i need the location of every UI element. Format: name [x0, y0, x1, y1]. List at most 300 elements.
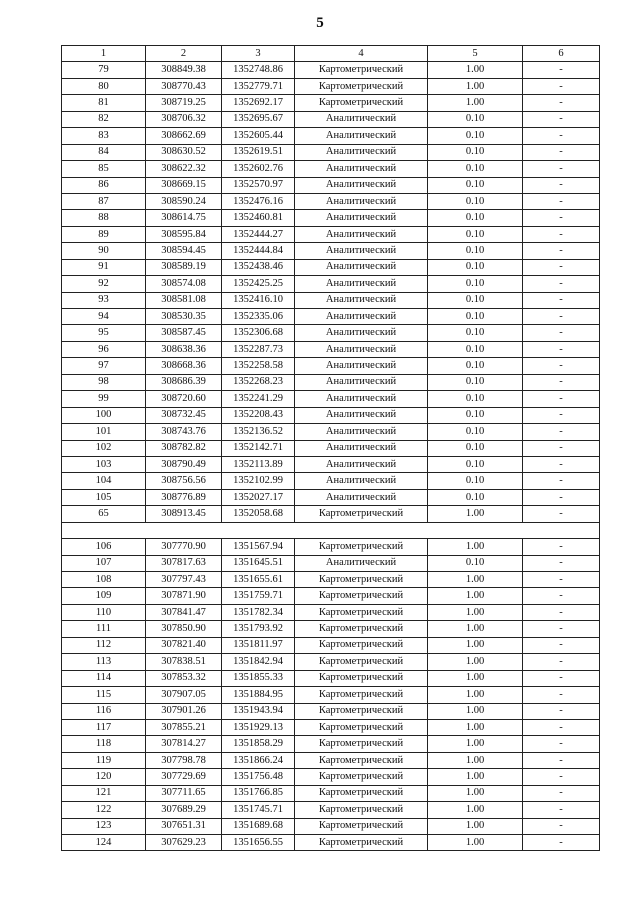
table-cell: Аналитический: [295, 341, 428, 357]
table-row: [62, 210, 600, 226]
table-cell: 1351567.94: [222, 539, 295, 555]
table-cell: 1.00: [428, 687, 523, 703]
table-row: [62, 276, 600, 292]
table-cell: -: [523, 325, 600, 341]
coordinates-table: [61, 45, 600, 851]
table-cell: 96: [62, 341, 146, 357]
table-cell: -: [523, 424, 600, 440]
table-cell: Картометрический: [295, 95, 428, 111]
table-cell: -: [523, 128, 600, 144]
table-cell: 121: [62, 785, 146, 801]
table-cell: 0.10: [428, 243, 523, 259]
table-cell: 118: [62, 736, 146, 752]
table-row: [62, 78, 600, 94]
table-cell: -: [523, 489, 600, 505]
table-cell: 103: [62, 456, 146, 472]
table-cell: Аналитический: [295, 374, 428, 390]
table-cell: Аналитический: [295, 161, 428, 177]
table-cell: 1351884.95: [222, 687, 295, 703]
table-cell: Аналитический: [295, 226, 428, 242]
table-cell: 1352619.51: [222, 144, 295, 160]
table-cell: 0.10: [428, 128, 523, 144]
table-cell: 307629.23: [146, 835, 222, 851]
table-row: [62, 572, 600, 588]
table-row: [62, 802, 600, 818]
table-cell: 1352027.17: [222, 489, 295, 505]
table-cell: Картометрический: [295, 835, 428, 851]
table-cell: 308589.19: [146, 259, 222, 275]
table-cell: 1.00: [428, 703, 523, 719]
table-cell: 119: [62, 752, 146, 768]
table-cell: 101: [62, 424, 146, 440]
table-cell: 307821.40: [146, 637, 222, 653]
section-separator-row: [62, 522, 600, 538]
table-cell: 308587.45: [146, 325, 222, 341]
table-cell: 1.00: [428, 588, 523, 604]
table-cell: 0.10: [428, 292, 523, 308]
table-cell: -: [523, 292, 600, 308]
table-cell: Аналитический: [295, 193, 428, 209]
table-cell: 1.00: [428, 719, 523, 735]
table-cell: 82: [62, 111, 146, 127]
table-cell: 1.00: [428, 78, 523, 94]
table-cell: Картометрический: [295, 62, 428, 78]
table-cell: 0.10: [428, 325, 523, 341]
table-cell: Аналитический: [295, 210, 428, 226]
table-cell: 109: [62, 588, 146, 604]
table-cell: -: [523, 391, 600, 407]
table-cell: -: [523, 835, 600, 851]
table-cell: -: [523, 144, 600, 160]
table-cell: 0.10: [428, 374, 523, 390]
table-cell: -: [523, 539, 600, 555]
table-cell: 1352208.43: [222, 407, 295, 423]
table-cell: 1351782.34: [222, 604, 295, 620]
table-cell: 92: [62, 276, 146, 292]
table-cell: 105: [62, 489, 146, 505]
table-cell: 0.10: [428, 424, 523, 440]
table-cell: -: [523, 456, 600, 472]
table-row: [62, 539, 600, 555]
table-cell: -: [523, 555, 600, 571]
table-cell: Картометрический: [295, 703, 428, 719]
column-header: 1: [62, 46, 146, 62]
column-header: 6: [523, 46, 600, 62]
table-cell: 1.00: [428, 572, 523, 588]
table-cell: -: [523, 243, 600, 259]
table-cell: 307907.05: [146, 687, 222, 703]
table-cell: 89: [62, 226, 146, 242]
table-row: [62, 785, 600, 801]
table-cell: 0.10: [428, 456, 523, 472]
table-cell: Аналитический: [295, 243, 428, 259]
table-cell: Аналитический: [295, 473, 428, 489]
table-cell: 0.10: [428, 391, 523, 407]
table-cell: 308594.45: [146, 243, 222, 259]
table-cell: 308622.32: [146, 161, 222, 177]
table-cell: 1352602.76: [222, 161, 295, 177]
table-cell: Аналитический: [295, 144, 428, 160]
table-cell: 308530.35: [146, 309, 222, 325]
table-row: [62, 358, 600, 374]
table-cell: Аналитический: [295, 424, 428, 440]
table-cell: 0.10: [428, 358, 523, 374]
table-cell: -: [523, 785, 600, 801]
table-row: [62, 752, 600, 768]
table-cell: 1351842.94: [222, 654, 295, 670]
table-cell: 308614.75: [146, 210, 222, 226]
table-cell: 93: [62, 292, 146, 308]
table-cell: 98: [62, 374, 146, 390]
table-cell: 307797.43: [146, 572, 222, 588]
table-cell: -: [523, 769, 600, 785]
table-cell: 0.10: [428, 276, 523, 292]
table-cell: Картометрический: [295, 736, 428, 752]
table-cell: 308668.36: [146, 358, 222, 374]
table-cell: 1352268.23: [222, 374, 295, 390]
table-cell: 308630.52: [146, 144, 222, 160]
table-cell: -: [523, 210, 600, 226]
table-cell: Аналитический: [295, 456, 428, 472]
table-cell: Картометрический: [295, 802, 428, 818]
table-cell: 88: [62, 210, 146, 226]
table-cell: 308669.15: [146, 177, 222, 193]
table-cell: 307850.90: [146, 621, 222, 637]
table-cell: 1352460.81: [222, 210, 295, 226]
table-cell: 307855.21: [146, 719, 222, 735]
table-cell: -: [523, 818, 600, 834]
table-row: [62, 489, 600, 505]
table-cell: 1352416.10: [222, 292, 295, 308]
table-cell: Картометрический: [295, 785, 428, 801]
table-cell: -: [523, 177, 600, 193]
table-cell: Картометрический: [295, 769, 428, 785]
table-row: [62, 456, 600, 472]
table-cell: 308849.38: [146, 62, 222, 78]
table-cell: 307729.69: [146, 769, 222, 785]
table-cell: 1351766.85: [222, 785, 295, 801]
table-row: [62, 128, 600, 144]
table-cell: -: [523, 637, 600, 653]
table-cell: 1351793.92: [222, 621, 295, 637]
table-cell: 91: [62, 259, 146, 275]
table-cell: 307901.26: [146, 703, 222, 719]
table-row: [62, 769, 600, 785]
table-row: [62, 670, 600, 686]
table-cell: 1351756.48: [222, 769, 295, 785]
table-cell: 1352113.89: [222, 456, 295, 472]
table-cell: 308782.82: [146, 440, 222, 456]
table-cell: 308913.45: [146, 506, 222, 522]
column-header: 3: [222, 46, 295, 62]
table-cell: 111: [62, 621, 146, 637]
table-cell: 1352444.27: [222, 226, 295, 242]
table-row: [62, 736, 600, 752]
table-row: [62, 309, 600, 325]
table-row: [62, 424, 600, 440]
table-cell: Аналитический: [295, 555, 428, 571]
table-cell: 1352605.44: [222, 128, 295, 144]
table-row: [62, 621, 600, 637]
table-cell: 1351811.97: [222, 637, 295, 653]
table-cell: 107: [62, 555, 146, 571]
table-cell: Аналитический: [295, 128, 428, 144]
table-cell: -: [523, 226, 600, 242]
table-row: [62, 555, 600, 571]
table-cell: 1.00: [428, 802, 523, 818]
table-cell: -: [523, 193, 600, 209]
table-cell: 94: [62, 309, 146, 325]
table-cell: Аналитический: [295, 292, 428, 308]
table-cell: -: [523, 276, 600, 292]
table-cell: 0.10: [428, 193, 523, 209]
table-cell: 1.00: [428, 670, 523, 686]
table-cell: 307711.65: [146, 785, 222, 801]
table-row: [62, 687, 600, 703]
table-cell: 100: [62, 407, 146, 423]
table-cell: 1352444.84: [222, 243, 295, 259]
table-cell: 307841.47: [146, 604, 222, 620]
table-cell: Картометрический: [295, 539, 428, 555]
table-row: [62, 193, 600, 209]
table-cell: 114: [62, 670, 146, 686]
table-cell: 308574.08: [146, 276, 222, 292]
table-row: [62, 62, 600, 78]
table-cell: 0.10: [428, 144, 523, 160]
table-cell: 308732.45: [146, 407, 222, 423]
table-cell: -: [523, 473, 600, 489]
table-cell: 83: [62, 128, 146, 144]
table-cell: 1.00: [428, 62, 523, 78]
table-row: [62, 473, 600, 489]
table-cell: 0.10: [428, 177, 523, 193]
table-cell: 0.10: [428, 259, 523, 275]
table-cell: -: [523, 62, 600, 78]
table-cell: 1352335.06: [222, 309, 295, 325]
table-cell: 0.10: [428, 210, 523, 226]
table-row: [62, 111, 600, 127]
table-cell: 308706.32: [146, 111, 222, 127]
table-cell: 108: [62, 572, 146, 588]
table-row: [62, 341, 600, 357]
table-row: [62, 226, 600, 242]
table-cell: 308770.43: [146, 78, 222, 94]
table-cell: Картометрический: [295, 572, 428, 588]
table-cell: -: [523, 78, 600, 94]
table-cell: 1.00: [428, 752, 523, 768]
table-cell: 0.10: [428, 226, 523, 242]
table-cell: 308638.36: [146, 341, 222, 357]
table-row: [62, 440, 600, 456]
table-cell: -: [523, 572, 600, 588]
table-cell: 0.10: [428, 111, 523, 127]
table-cell: 122: [62, 802, 146, 818]
table-cell: 0.10: [428, 341, 523, 357]
table-cell: Картометрический: [295, 506, 428, 522]
table-cell: 308756.56: [146, 473, 222, 489]
table-cell: 1.00: [428, 604, 523, 620]
table-cell: 1351855.33: [222, 670, 295, 686]
table-cell: Картометрический: [295, 654, 428, 670]
table-cell: 1352241.29: [222, 391, 295, 407]
table-cell: 1.00: [428, 818, 523, 834]
table-cell: -: [523, 736, 600, 752]
table-cell: 308743.76: [146, 424, 222, 440]
table-cell: 0.10: [428, 555, 523, 571]
table-row: [62, 292, 600, 308]
table-cell: Картометрический: [295, 637, 428, 653]
table-cell: -: [523, 654, 600, 670]
table-cell: Аналитический: [295, 391, 428, 407]
table-cell: 102: [62, 440, 146, 456]
table-cell: 308590.24: [146, 193, 222, 209]
table-cell: -: [523, 309, 600, 325]
table-cell: 308790.49: [146, 456, 222, 472]
table-cell: 1352779.71: [222, 78, 295, 94]
table-cell: -: [523, 440, 600, 456]
column-header: 4: [295, 46, 428, 62]
table-cell: 1351929.13: [222, 719, 295, 735]
table-cell: Аналитический: [295, 489, 428, 505]
table-cell: 79: [62, 62, 146, 78]
table-cell: -: [523, 506, 600, 522]
table-cell: -: [523, 802, 600, 818]
table-cell: 1.00: [428, 506, 523, 522]
table-cell: 1.00: [428, 621, 523, 637]
table-cell: 308719.25: [146, 95, 222, 111]
table-cell: 80: [62, 78, 146, 94]
page-number: 5: [316, 15, 324, 31]
table-cell: 1.00: [428, 769, 523, 785]
table-cell: -: [523, 95, 600, 111]
table-cell: 1351689.68: [222, 818, 295, 834]
table-row: [62, 161, 600, 177]
table-cell: 0.10: [428, 407, 523, 423]
table-cell: Аналитический: [295, 309, 428, 325]
table-cell: 1351745.71: [222, 802, 295, 818]
table-cell: -: [523, 358, 600, 374]
table-cell: Картометрический: [295, 588, 428, 604]
table-row: [62, 719, 600, 735]
table-cell: 1351858.29: [222, 736, 295, 752]
table-cell: 124: [62, 835, 146, 851]
table-cell: Аналитический: [295, 358, 428, 374]
table-cell: 81: [62, 95, 146, 111]
table-cell: 0.10: [428, 161, 523, 177]
table-cell: 308686.39: [146, 374, 222, 390]
table-cell: 308581.08: [146, 292, 222, 308]
table-cell: 307838.51: [146, 654, 222, 670]
table-cell: 1.00: [428, 637, 523, 653]
table-cell: 106: [62, 539, 146, 555]
table-cell: -: [523, 752, 600, 768]
table-cell: 1352287.73: [222, 341, 295, 357]
table-row: [62, 506, 600, 522]
table-cell: Картометрический: [295, 687, 428, 703]
table-cell: 308595.84: [146, 226, 222, 242]
table-cell: 1351866.24: [222, 752, 295, 768]
table-cell: 99: [62, 391, 146, 407]
table-row: [62, 407, 600, 423]
table-cell: 1352570.97: [222, 177, 295, 193]
table-cell: -: [523, 341, 600, 357]
table-cell: 87: [62, 193, 146, 209]
table-cell: 1.00: [428, 654, 523, 670]
table-cell: 85: [62, 161, 146, 177]
table-cell: 116: [62, 703, 146, 719]
table-row: [62, 243, 600, 259]
table-cell: 307871.90: [146, 588, 222, 604]
table-cell: 1352695.67: [222, 111, 295, 127]
table-row: [62, 259, 600, 275]
table-cell: -: [523, 703, 600, 719]
table-cell: 1352748.86: [222, 62, 295, 78]
table-cell: -: [523, 407, 600, 423]
table-cell: -: [523, 687, 600, 703]
table-cell: Аналитический: [295, 111, 428, 127]
table-row: [62, 177, 600, 193]
table-cell: -: [523, 588, 600, 604]
table-body: [62, 62, 600, 851]
table-row: [62, 588, 600, 604]
table-cell: -: [523, 670, 600, 686]
table-row: [62, 325, 600, 341]
table-cell: 1352058.68: [222, 506, 295, 522]
table-cell: 65: [62, 506, 146, 522]
table-cell: Аналитический: [295, 177, 428, 193]
table-cell: Картометрический: [295, 78, 428, 94]
table-cell: Аналитический: [295, 440, 428, 456]
table-row: [62, 637, 600, 653]
table-header-row: [62, 46, 600, 62]
table-cell: 1352136.52: [222, 424, 295, 440]
table-cell: 86: [62, 177, 146, 193]
table-cell: 308776.89: [146, 489, 222, 505]
table-row: [62, 604, 600, 620]
table-cell: 110: [62, 604, 146, 620]
table-cell: 1352425.25: [222, 276, 295, 292]
table-cell: Картометрический: [295, 604, 428, 620]
table-cell: 307770.90: [146, 539, 222, 555]
table-cell: -: [523, 161, 600, 177]
table-cell: 90: [62, 243, 146, 259]
column-header: 5: [428, 46, 523, 62]
table-cell: 120: [62, 769, 146, 785]
column-header: 2: [146, 46, 222, 62]
table-cell: 0.10: [428, 309, 523, 325]
table-cell: 307853.32: [146, 670, 222, 686]
table-cell: Картометрический: [295, 621, 428, 637]
table-cell: 112: [62, 637, 146, 653]
table-cell: 1.00: [428, 835, 523, 851]
table-cell: 97: [62, 358, 146, 374]
table-cell: Картометрический: [295, 719, 428, 735]
table-cell: 1351645.51: [222, 555, 295, 571]
table-cell: 1352306.68: [222, 325, 295, 341]
table-row: [62, 95, 600, 111]
table-cell: Аналитический: [295, 276, 428, 292]
table-cell: -: [523, 621, 600, 637]
separator-cell: [62, 522, 600, 538]
table-cell: 104: [62, 473, 146, 489]
table-cell: 307798.78: [146, 752, 222, 768]
table-cell: Аналитический: [295, 259, 428, 275]
table-cell: 1.00: [428, 736, 523, 752]
table-cell: 117: [62, 719, 146, 735]
table-cell: 1351656.55: [222, 835, 295, 851]
table-cell: 308662.69: [146, 128, 222, 144]
table-cell: 307814.27: [146, 736, 222, 752]
